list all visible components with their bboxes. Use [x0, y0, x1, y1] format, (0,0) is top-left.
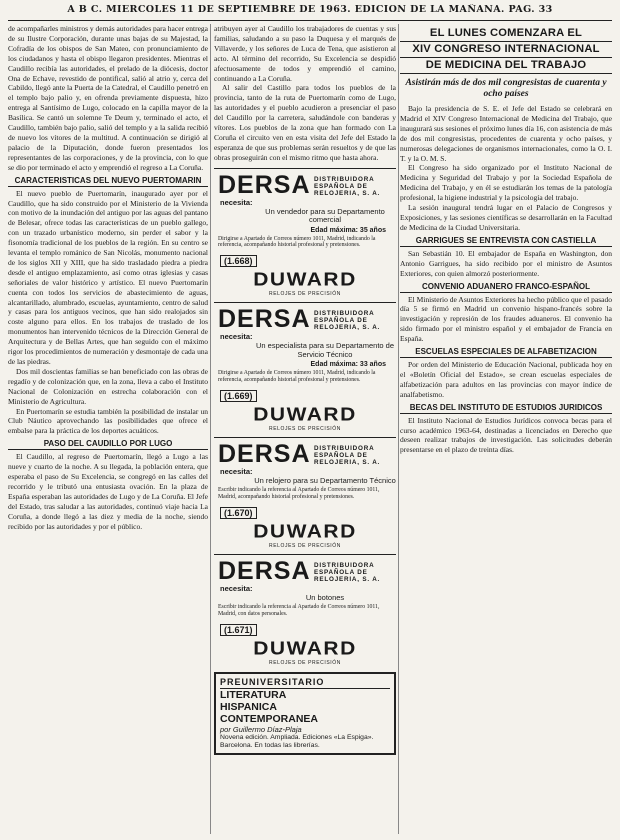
- book-title-line: LITERATURA: [220, 689, 287, 702]
- duward-logo: DUWARD: [253, 638, 357, 659]
- header-rule: [8, 20, 612, 21]
- duward-tagline: RELOJES DE PRECISIÓN: [268, 425, 341, 432]
- age-limit: Edad máxima: 33 años: [310, 361, 386, 369]
- ad-reference: (1.668): [220, 255, 257, 267]
- duward-tagline: RELOJES DE PRECISIÓN: [268, 542, 341, 549]
- article-text: de acompañarles ministros y demás autoridades para hacer entrega de su Ilustre Corporación, durante unas bajas de su Majestad, la Cofradía de los obispos de San Mateo, con pronunciamiento de los ciudadanos y hasta el obispo llegaron presidentes. Mientras el Caudillo recibía las autoridades, el prelado de la diócesis, doctor Ona de Echave, revestido de pontifical, salió al atrio y, cerca del Cabildo, llegó ante la Puerta de la Catedral, el Caudillo penetró en el templo bajo palio y, en ofrenda previamente dispuesta, hizo entrega al Santísimo de Lugo, colocado en la capilla mayor de la Basílica. Se cantó un solemne Te Deum y, terminado el acto, el Caudillo, también bajo palio, salió del templo y a la salida recibió de nuevo los vítores de la multitud. A continuación se dirigió al palacio de la Diputación, donde fueron presentados los representantes de las corporaciones, y de la provincia, con lo que se dio por terminado el acto y emprendió el regreso a La Coruña.: [8, 24, 208, 172]
- job-advertisement: [214, 437, 396, 549]
- column-divider: [210, 24, 211, 834]
- duward-logo: DUWARD: [253, 269, 357, 291]
- book-kicker: PREUNIVERSITARIO: [220, 677, 390, 689]
- age-limit: Edad máxima: 35 años: [310, 226, 386, 234]
- distributor-name: DISTRIBUIDORA ESPAÑOLA DE RELOJERIA, S. A.: [314, 444, 381, 466]
- headline-line: DE MEDICINA DEL TRABAJO: [400, 58, 612, 74]
- article-text: El Instituto Nacional de Estudios Jurídicos convoca becas para el curso académico 1963-64, destinadas a licenciados en Derecho que deseen realizar trabajos de investigación. Las solicitudes deberán presentarse en el plazo de treinta días.: [400, 415, 612, 455]
- job-title: Un especialista para su Departamento de Servicio Técnico: [256, 341, 394, 359]
- article-text: Dos mil doscientas familias se han beneficiado con las obras de regadío y de colonización que, en la zona, lleva a cabo el Instituto Nacional de Colonización en estrecha colaboración con el Ministerio de Agricultura.: [8, 366, 208, 406]
- ad-reference: (1.671): [220, 624, 257, 636]
- article-text: atribuyen ayer al Caudillo los trabajadores de cuentas y sus familias, saludando a su paso la Duquesa y el marqués de Villaverde, y los señores de Luca de Tena, que asistieron al acto. Al término del recorrido, Su Excelencia se despidió afectuosamente de todos y emprendió el camino, continuando a La Coruña.: [214, 24, 396, 83]
- ad-reference: (1.670): [220, 507, 257, 519]
- headline-line: XIV CONGRESO INTERNACIONAL: [400, 42, 612, 58]
- section-heading: BECAS DEL INSTITUTO DE ESTUDIOS JURIDICOS: [400, 403, 612, 414]
- ad-reference: (1.669): [220, 390, 257, 402]
- section-heading: ESCUELAS ESPECIALES DE ALFABETIZACION: [400, 347, 612, 358]
- article-text: El Caudillo, al regreso de Puertomarín, llegó a Lugo a las nueve y cuarto de la noche. A su llegada, la población entera, que esperaba el paso de Su Excelencia, se congregó en las calles del recorrido y le tributó una entusiasta ovación. En la plaza de España esperaban las autoridades de Lugo y de La Coruña. El Jefe del Estado, tras saludar a las autoridades, continuó viaje hacia La Coruña, a donde llegó a las diez y media de la noche, siendo recibido por las autoridades y por el público.: [8, 452, 208, 531]
- duward-logo: DUWARD: [253, 404, 357, 425]
- necesita-label: necesita:: [220, 466, 253, 476]
- necesita-label: necesita:: [220, 583, 253, 593]
- main-headline: [400, 26, 612, 74]
- column-divider: [398, 24, 399, 834]
- dersa-logo: DERSA: [218, 556, 311, 585]
- job-title: Un vendedor para su Departamento comercial: [265, 206, 385, 225]
- column-left: [8, 24, 208, 834]
- article-text: El nuevo pueblo de Puertomarín, inaugurado ayer por el Caudillo, que ha sido construido por el Ministerio de la Vivienda con motivo de la inundación del antiguo por las aguas del pantano de Belesar, ofrece todas las características de un pueblo gallego, con un trazado urbanístico moderno, sin perder el sabor y la fisonomía tradicional de los pueblos de la región. En su centro se levanta el templo románico de San Nicolás, monumento nacional de los siglos XII y XIII, que ha sido trasladado piedra a piedra desde el antiguo emplazamiento, así como otras iglesias y casas señoriales de valor histórico y artístico. El nuevo Puertomarín cuenta con todos los servicios de abastecimiento de aguas, alcantarillado, alumbrado, escuelas, ayuntamiento, centro de salud y casas para los antiguos vecinos, que han sido realojados sin coste alguno para ellos. En los trabajos de traslado de los monumentos han intervenido técnicos de la Dirección General de Arquitectura y de Bellas Artes, que han seguido con el máximo rigor los procedimientos de numeración y desmontaje de cada una de las piedras.: [8, 188, 208, 366]
- book-title-line: HISPANICA: [220, 701, 277, 714]
- section-heading: CONVENIO ADUANERO FRANCO-ESPAÑOL: [400, 282, 612, 293]
- article-text: Por orden del Ministerio de Educación Nacional, publicada hoy en el «Boletín Oficial del Estado», se crean escuelas especiales de alfabetización para adultos en las provincias con mayor índice de analfabetismo.: [400, 360, 612, 399]
- subheadline: Asistirán más de dos mil congresistas de cuarenta y ocho países: [405, 78, 607, 99]
- necesita-label: necesita:: [220, 332, 253, 342]
- job-advertisement: [214, 168, 396, 298]
- article-text: Bajo la presidencia de S. E. el Jefe del Estado se celebrará en Madrid el XIV Congreso Internacional de Medicina del Trabajo, que inaugurará sus sesiones el próximo lunes día 16, con asistencia de más de dos mil congresistas, procedentes de cuarenta y ocho países, y numerosas delegaciones de organismos internacionales, como la O. I. T. y la O. M. S.: [400, 104, 612, 163]
- section-heading: GARRIGUES SE ENTREVISTA CON CASTIELLA: [400, 236, 612, 247]
- book-author: por Guillermo Díaz-Plaja: [220, 725, 302, 735]
- duward-logo: DUWARD: [253, 521, 357, 542]
- article-text: San Sebastián 10. El embajador de España en Washington, don Antonio Garrigues, ha sido recibido por el ministro de Asuntos Exteriores, con quien almorzó posteriormente.: [400, 248, 612, 278]
- ad-details: Escribir indicando la referencia al Apartado de Correos número 1011, Madrid, acompañando historial profesional y pretensiones.: [218, 487, 380, 501]
- duward-tagline: RELOJES DE PRECISIÓN: [268, 291, 341, 298]
- column-middle: [214, 24, 396, 834]
- ad-details: Dirigirse a Apartado de Correos número 1011, Madrid, indicando la referencia, acompañando historial profesional y pretensiones.: [218, 370, 376, 384]
- section-heading: CARACTERISTICAS DEL NUEVO PUERTOMARIN: [8, 176, 208, 187]
- ad-details: Escribir indicando la referencia al Apartado de Correos número 1011, Madrid, con datos personales.: [218, 604, 380, 618]
- page-header: A B C. MIERCOLES 11 DE SEPTIEMBRE DE 1963. EDICION DE LA MAÑANA. PAG. 33: [67, 4, 553, 15]
- book-details: Novena edición. Ampliada. Ediciones «La Espiga». Barcelona. En todas las librerías.: [220, 734, 374, 749]
- book-title-line: CONTEMPORANEA: [220, 713, 319, 726]
- job-advertisement: [214, 302, 396, 432]
- duward-tagline: RELOJES DE PRECISIÓN: [268, 660, 341, 667]
- dersa-logo: DERSA: [218, 439, 311, 468]
- distributor-name: DISTRIBUIDORA ESPAÑOLA DE RELOJERIA, S. A.: [314, 175, 381, 197]
- job-title: Un relojero para su Departamento Técnico: [254, 475, 396, 485]
- distributor-name: DISTRIBUIDORA ESPAÑOLA DE RELOJERIA, S. A.: [314, 310, 381, 332]
- section-heading: PASO DEL CAUDILLO POR LUGO: [8, 439, 208, 450]
- necesita-label: necesita:: [220, 197, 253, 207]
- dersa-logo: DERSA: [218, 305, 311, 334]
- distributor-name: DISTRIBUIDORA ESPAÑOLA DE RELOJERIA, S. A.: [314, 561, 381, 583]
- job-advertisement: [214, 554, 396, 666]
- article-text: El Ministerio de Asuntos Exteriores ha hecho público que el pasado día 5 se firmó en Madrid un convenio hispano-francés sobre la investigación y represión de los fraudes aduaneros. El convenio ha sido firmado por el ministro español y el embajador de Francia en España.: [400, 294, 612, 344]
- job-title: Un botones: [305, 592, 345, 602]
- article-text: Al salir del Castillo para todos los pueblos de la provincia, tanto de la ruta de Puertomarín como de Lugo, las autoridades y el pueblo acudieron a presenciar el paso del Caudillo por la carretera, saludándole con banderas y vítores. Los pueblos de la zona que han formado con La Coruña el circuito ven en esta visita del Jefe del Estado la esperanza de que sus problemas serán resueltos y de que las obras proseguirán con el mismo ritmo que hasta ahora.: [214, 83, 396, 162]
- article-text: El Congreso ha sido organizado por el Instituto Nacional de Medicina y Seguridad del Trabajo y por la Sociedad Española de Medicina del Trabajo, y en él se estudiarán los temas de la patología profesional, la higiene industrial y la psicología del trabajo.: [400, 163, 612, 203]
- column-right: [400, 24, 612, 834]
- dersa-logo: DERSA: [218, 170, 311, 199]
- article-text: La sesión inaugural tendrá lugar en el Palacio de Congresos y Exposiciones, y las sesiones científicas se desarrollarán en la Facultad de Medicina de la Ciudad Universitaria.: [400, 203, 612, 232]
- headline-line: EL LUNES COMENZARA EL: [400, 26, 612, 42]
- book-advertisement: [214, 672, 396, 755]
- ad-details: Dirigirse a Apartado de Correos número 1011, Madrid, indicando la referencia, acompañando historial profesional y pretensiones.: [218, 235, 376, 249]
- article-text: En Puertomarín se estudia también la posibilidad de instalar un Club Náutico aprovechando las posibilidades que ofrece el embalse para la práctica de los deportes acuáticos.: [8, 406, 208, 436]
